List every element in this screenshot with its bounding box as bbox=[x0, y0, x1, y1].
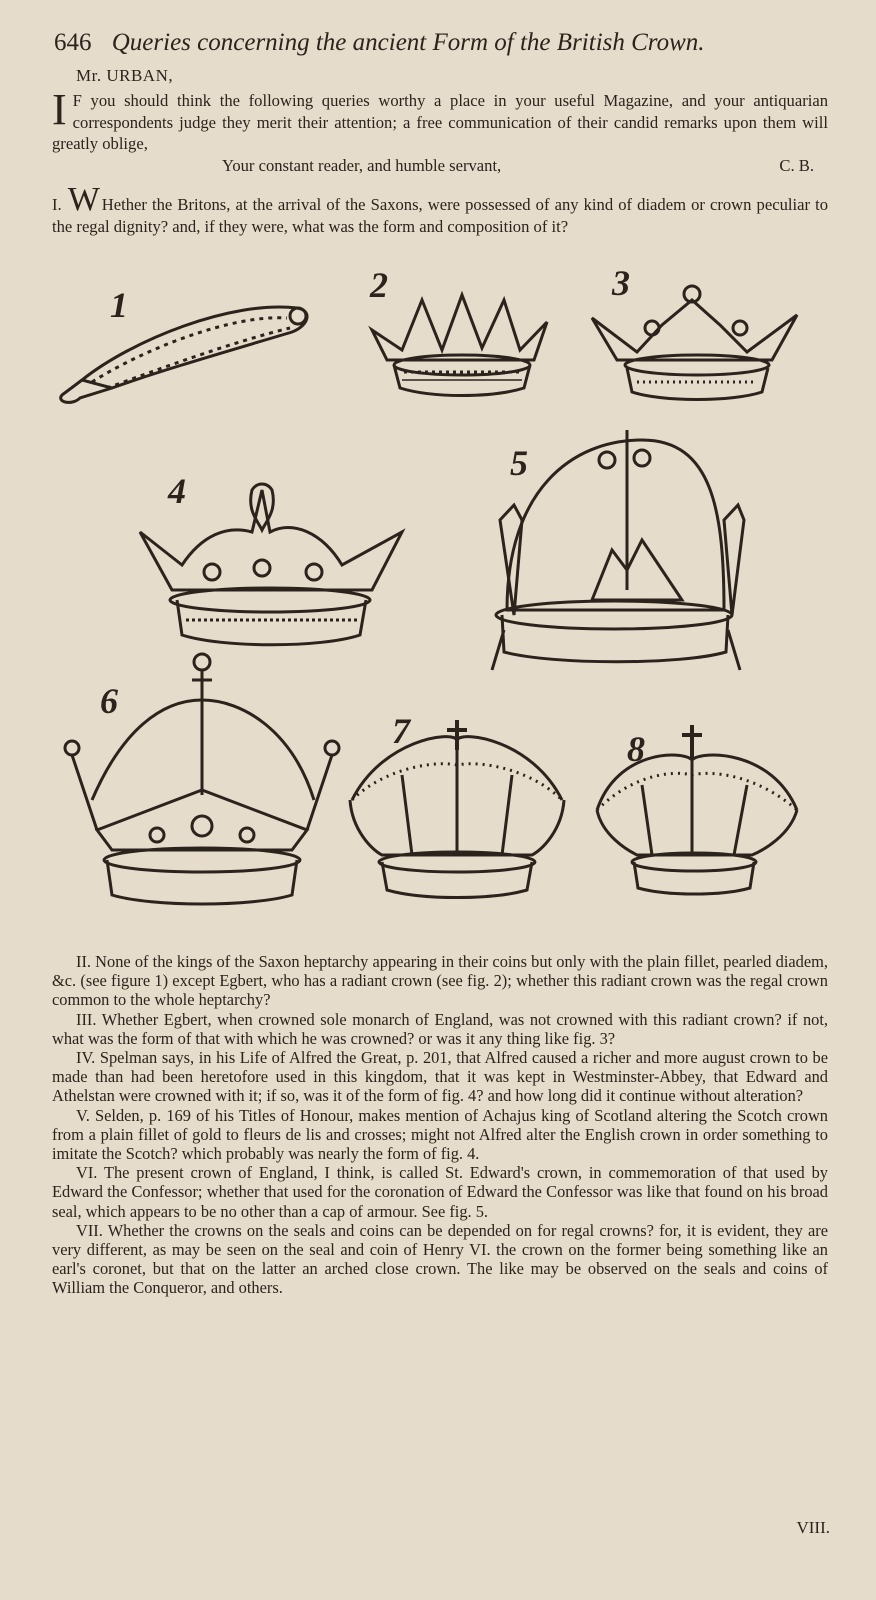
letter-drop-cap: I bbox=[52, 85, 67, 134]
page-title-end: British Crown. bbox=[556, 29, 705, 56]
query-7: VII. Whether the crowns on the seals and coins can be depended on for regal crowns? for, it is evident, they are very different, as may be seen on the seal and coin of Henry VI. the crown on the former being something like an earl's coronet, but that on the latter an arched close crown. The like may be observed on the seals and coins of William the Conqueror, and others. bbox=[52, 1220, 828, 1298]
fig-6-label: 6 bbox=[100, 681, 118, 721]
query-3: III. Whether Egbert, when crowned sole monarch of England, was not crowned with this radiant crown? if not, what was the form of that with which he was crowned? or was it any thing like fig. 3? bbox=[52, 1009, 828, 1048]
query-2: II. None of the kings of the Saxon heptarchy appearing in their coins but only with the plain fillet, pearled diadem, &c. (see figure 1) except Egbert, who has a radiant crown (see fig. 2); whether this radiant crown was the regal crown common to the whole heptarchy? bbox=[52, 952, 828, 1010]
query-1-numeral: I. bbox=[52, 195, 62, 214]
fig-7-arched-crown-drawing bbox=[350, 720, 564, 898]
crown-engravings bbox=[52, 270, 832, 930]
signature-line bbox=[52, 155, 828, 177]
query-1 bbox=[52, 181, 828, 237]
salutation: Mr. URBAN, bbox=[76, 66, 174, 85]
query-1-drop-cap: W bbox=[67, 181, 100, 218]
closing: Your constant reader, and humble servant, bbox=[222, 155, 502, 175]
queries-text bbox=[52, 952, 828, 1298]
crown-figures bbox=[52, 263, 832, 930]
page-title: Queries concerning the ancient Form of the bbox=[111, 29, 551, 56]
fig-3-label: 3 bbox=[612, 263, 630, 303]
catchword: VIII. bbox=[796, 1518, 830, 1537]
initials: C. B. bbox=[779, 155, 814, 175]
query-4: IV. Spelman says, in his Life of Alfred the Great, p. 201, that Alfred caused a richer and more august crown to be made than had been heretofore used in this kingdom, that it was kept in Westminster-Abbey, that Edward and Athelstan were crowned with it; if so, was it of the form of fig. 4? and how long did it continue without alteration? bbox=[52, 1048, 828, 1106]
fig-8-label: 8 bbox=[627, 729, 645, 769]
fig-1-label: 1 bbox=[110, 285, 128, 325]
page-number: 646 bbox=[54, 29, 92, 56]
letter-body bbox=[52, 85, 828, 176]
fig-1-fillet-drawing bbox=[61, 307, 307, 402]
fig-2-label: 2 bbox=[370, 265, 388, 305]
fig-5-label: 5 bbox=[510, 443, 528, 483]
letter-text: F you should think the following queries worthy a place in your useful Magazine, and your antiquarian correspondents judge they merit their attention; a free communication of their candid remarks upon them will greatly oblige, bbox=[52, 91, 828, 154]
query-1-text: Hether the Britons, at the arrival of the Saxons, were possessed of any kind of diadem or crown peculiar to the regal dignity? and, if they were, what was the form and composition of it? bbox=[52, 195, 828, 236]
fig-4-label: 4 bbox=[168, 471, 186, 511]
fig-7-label: 7 bbox=[392, 711, 410, 751]
page-header bbox=[54, 28, 834, 58]
query-6: VI. The present crown of England, I think, is called St. Edward's crown, in commemoration of that used by Edward the Confessor; whether that used for the coronation of Edward the Confessor was like that found on his broad seal, which appears to be no other than a cap of armour. See fig. 5. bbox=[52, 1163, 828, 1221]
fig-5-cap-of-armour-drawing bbox=[492, 430, 744, 670]
query-5: V. Selden, p. 169 of his Titles of Honour, makes mention of Achajus king of Scotland altering the Scotch crown from a plain fillet of gold to fleurs de lis and crosses; might not Alfred alter the English crown in order something to imitate the Scotch? which probably was nearly the form of fig. 4. bbox=[52, 1105, 828, 1164]
fig-2-radiant-crown-drawing bbox=[372, 295, 547, 396]
